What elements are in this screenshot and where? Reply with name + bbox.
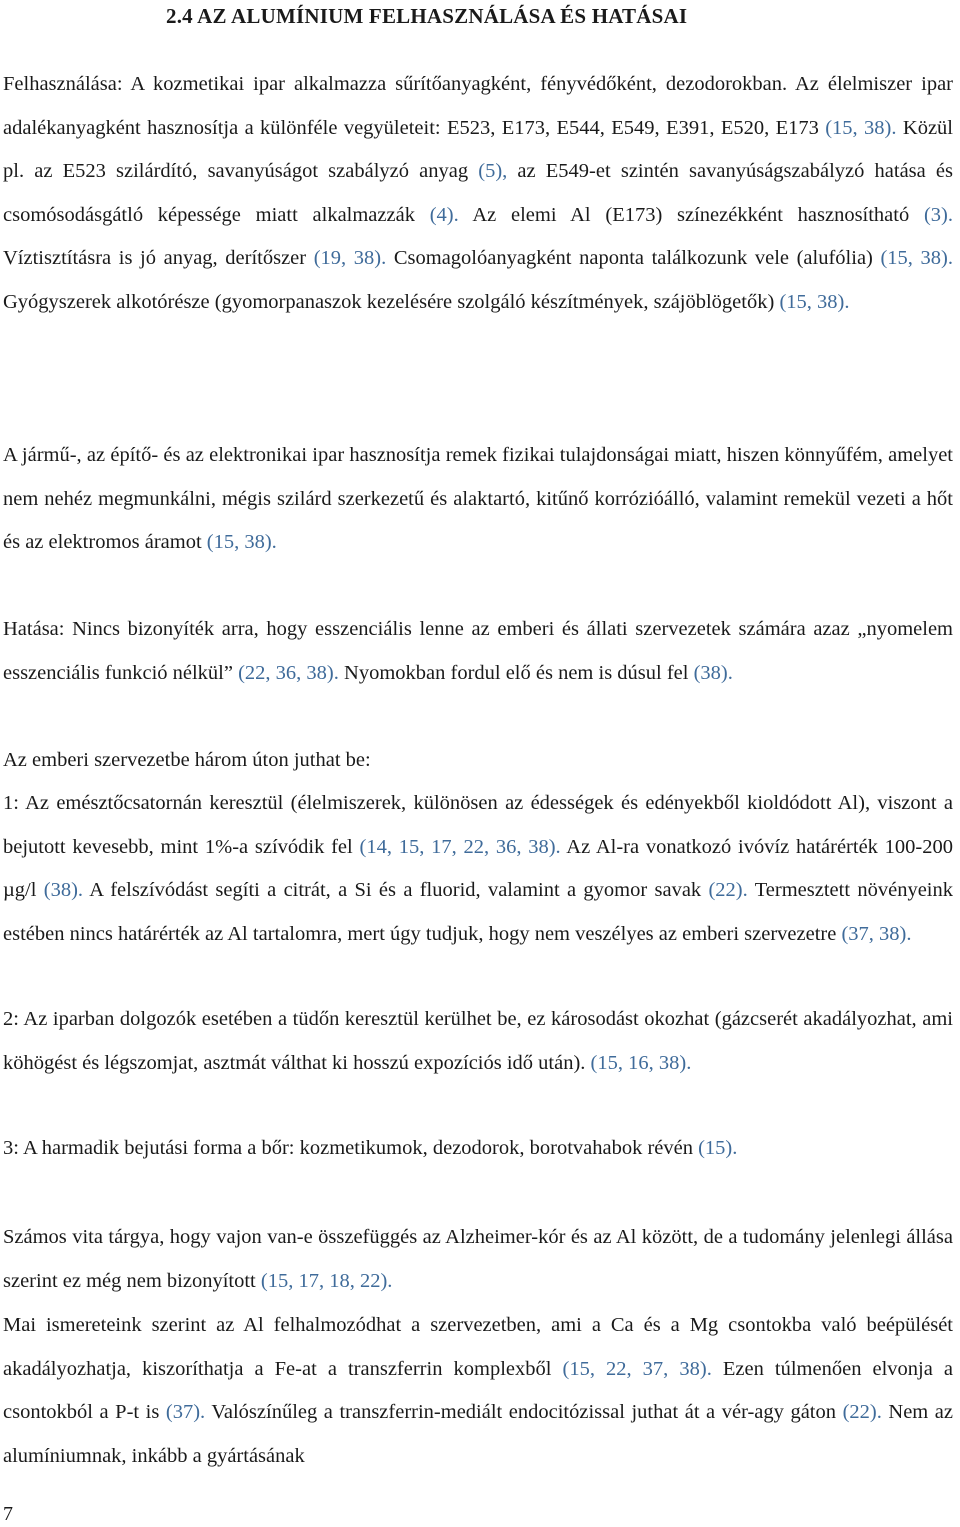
citation: (15, 38). <box>779 290 850 313</box>
paragraph-route-3 <box>3 1127 953 1171</box>
citation: (15, 38). <box>206 531 277 554</box>
citation: (22). <box>708 879 748 902</box>
paragraph-felhasznalasa <box>3 63 953 325</box>
paragraph-route-1 <box>3 782 953 956</box>
text-run: Csomagolóanyagként naponta találkozunk vele (alufólia) <box>386 247 881 270</box>
citation: (5), <box>478 160 508 183</box>
text-run: Az elemi Al (E173) színezékként hasznosítható <box>458 203 924 226</box>
citation: (15, 38). <box>825 116 897 139</box>
citation: (22). <box>842 1401 882 1424</box>
section-heading: 2.4 AZ ALUMÍNIUM FELHASZNÁLÁSA ÉS HATÁSAI <box>166 4 688 28</box>
citation: (19, 38). <box>313 247 387 270</box>
citation: (15, 22, 37, 38). <box>562 1357 712 1380</box>
text-run: Az Al-ra vonatkozó ivóvíz határérték 100-200 µg/l <box>3 835 954 902</box>
text-run: Ezen túlmenően elvonja a csontokból a P-t is <box>3 1357 953 1424</box>
text-run: Nem az alumíniumnak, inkább a gyártásának <box>3 1401 953 1467</box>
citation: (4). <box>429 203 459 226</box>
citation: (38). <box>43 879 84 902</box>
citation: (3). <box>923 203 953 226</box>
citation: (37, 38). <box>841 922 912 945</box>
paragraph-alzheimer <box>3 1216 953 1303</box>
paragraph-bejutas-intro <box>3 739 953 783</box>
text-run: Az emberi szervezetbe három úton juthat be: <box>3 749 371 771</box>
text-run: Víztisztításra is jó anyag, derítőszer <box>3 247 314 270</box>
citation: (37). <box>165 1401 206 1424</box>
text-run: Mai ismereteink szerint az Al felhalmozódhat a szervezetben, ami a Ca és a Mg csontokba való beépülését akadályozhatja, kiszoríthatja a Fe-at a transzferrin komplexből <box>3 1314 953 1380</box>
citation: (22, 36, 38). <box>238 661 339 684</box>
page-number: 7 <box>3 1503 13 1525</box>
text-run: Közül pl. az E523 szilárdító, savanyúságot szabályzó anyag <box>3 116 953 183</box>
text-run: Termesztett növényeink estében nincs határérték az Al tartalomra, mert úgy tudjuk, hogy nem veszélyes az emberi szervezetre <box>3 879 953 945</box>
paragraph-hatasa <box>3 608 953 695</box>
text-run: Hatása: Nincs bizonyíték arra, hogy esszenciális lenne az emberi és állati szervezetek számára azaz „nyomelem esszenciális funkció nélkül” <box>3 618 953 684</box>
citation: (15). <box>698 1137 738 1159</box>
paragraph-felhalmozodas <box>3 1304 953 1478</box>
text-run: 1: Az emésztőcsatornán keresztül (élelmiszerek, különösen az édességek és edényekből kioldódott Al), viszont a bejutott kevesebb, mint 1%-a szívódik fel <box>3 792 953 858</box>
paragraph-ipar <box>3 434 953 565</box>
text-run: A felszívódást segíti a citrát, a Si és a fluorid, valamint a gyomor savak <box>83 879 709 902</box>
text-run: 2: Az iparban dolgozók esetében a tüdőn keresztül kerülhet be, ez károsodást okozhat (gázcserét akadályozhat, ami köhögést és légszomjat, asztmát válthat ki hosszú expozíciós idő után). <box>3 1008 953 1074</box>
text-run: Felhasználása: A kozmetikai ipar alkalmazza sűrítőanyagként, fényvédőként, dezodorokban. Az élelmiszer ipar adalékanyagként hasznosítja a különféle vegyületeit: E523, E173, E544, E549, E391, E520, E173 <box>3 73 953 139</box>
citation: (14, 15, 17, 22, 36, 38). <box>359 835 561 858</box>
citation: (38). <box>693 661 733 684</box>
paragraph-route-2 <box>3 998 953 1085</box>
text-run: az E549-et szintén savanyúságszabályzó hatása és csomósodásgátló képessége miatt alkalmazzák <box>3 160 953 226</box>
text-run: 3: A harmadik bejutási forma a bőr: kozmetikumok, dezodorok, borotvahabok révén <box>3 1137 699 1159</box>
text-run: Valószínűleg a transzferrin-mediált endocitózissal juthat át a vér-agy gáton <box>205 1401 843 1424</box>
text-run: Nyomokban fordul elő és nem is dúsul fel <box>338 661 694 684</box>
citation: (15, 16, 38). <box>590 1051 692 1074</box>
text-run: A jármű-, az építő- és az elektronikai ipar hasznosítja remek fizikai tulajdonságai miatt, hiszen könnyűfém, amelyet nem nehéz megmunkálni, mégis szilárd szerkezetű és alaktartó, kitűnő korrózióálló, valamint remekül vezeti a hőt és az elektromos áramot <box>3 444 953 554</box>
text-run: Számos vita tárgya, hogy vajon van-e összefüggés az Alzheimer-kór és az Al között, de a tudomány jelenlegi állása szerint ez még nem bizonyított <box>3 1226 953 1292</box>
citation: (15, 17, 18, 22). <box>260 1269 393 1292</box>
citation: (15, 38). <box>880 247 953 270</box>
text-run: Gyógyszerek alkotórésze (gyomorpanaszok kezelésére szolgáló készítmények, szájöblögetők) <box>3 290 780 313</box>
